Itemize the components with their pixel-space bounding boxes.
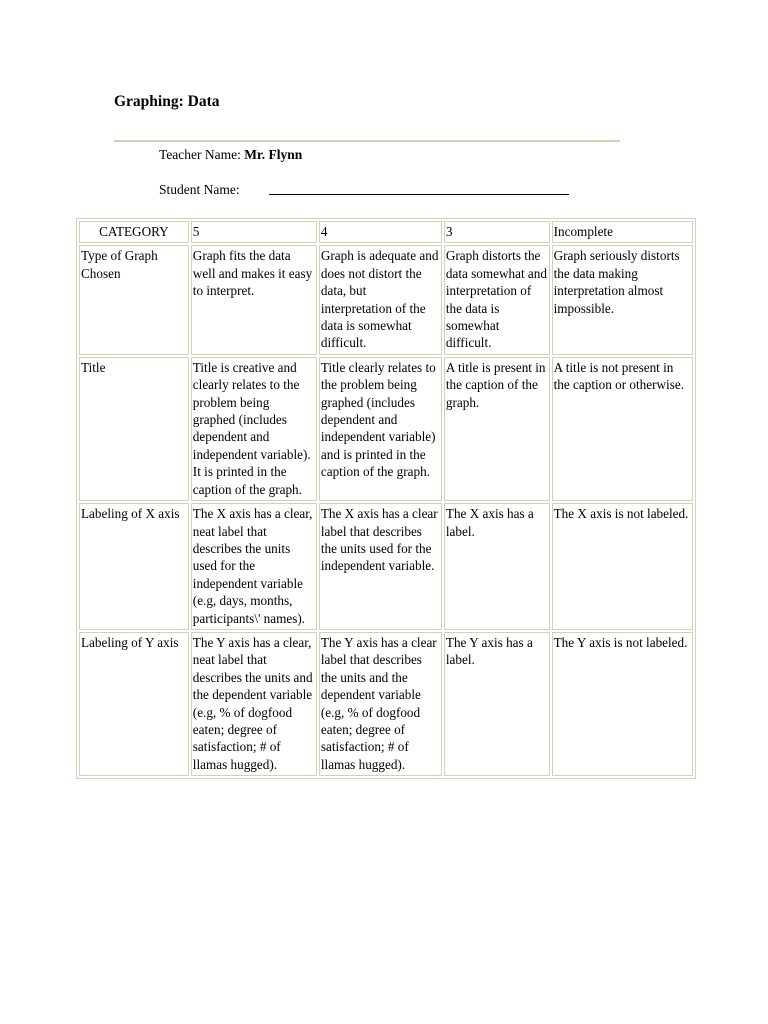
row-cell-score-5: The Y axis has a clear, neat label that describes the units and the dependent variable (e.g, % of dogfood eaten; degree of satisfaction; # of llamas hugged). — [191, 632, 317, 776]
row-cell-incomplete: A title is not present in the caption or otherwise. — [552, 357, 693, 501]
table-row — [79, 245, 693, 354]
page-title: Graphing: Data — [114, 93, 220, 110]
row-cell-score-3: The Y axis has a label. — [444, 632, 550, 776]
row-cell-score-5: Graph fits the data well and makes it easy to interpret. — [191, 245, 317, 354]
row-cell-incomplete: The X axis is not labeled. — [552, 503, 693, 630]
teacher-name-label: Teacher Name: — [159, 147, 245, 162]
row-cell-incomplete: Graph seriously distorts the data making interpretation almost impossible. — [552, 245, 693, 354]
row-cell-score-3: The X axis has a label. — [444, 503, 550, 630]
row-cell-score-4: The Y axis has a clear label that describes the units and the dependent variable (e.g, % of dogfood eaten; degree of satisfaction; # of llamas hugged). — [319, 632, 442, 776]
row-category: Type of Graph Chosen — [79, 245, 189, 354]
row-cell-score-5: Title is creative and clearly relates to the problem being graphed (includes dependent and independent variable). It is printed in the caption of the graph. — [191, 357, 317, 501]
title-divider — [114, 140, 620, 142]
header-category: CATEGORY — [79, 221, 189, 243]
header-score-3: 3 — [444, 221, 550, 243]
row-cell-score-5: The X axis has a clear, neat label that describes the units used for the independent variable (e.g, days, months, participants\' names). — [191, 503, 317, 630]
row-cell-score-4: Graph is adequate and does not distort the data, but interpretation of the data is somewhat difficult. — [319, 245, 442, 354]
row-category: Labeling of X axis — [79, 503, 189, 630]
student-name-label: Student Name: — [159, 182, 240, 197]
row-cell-score-3: A title is present in the caption of the graph. — [444, 357, 550, 501]
header-incomplete: Incomplete — [552, 221, 693, 243]
header-score-4: 4 — [319, 221, 442, 243]
teacher-name-value: Mr. Flynn — [244, 147, 303, 162]
table-row — [79, 503, 693, 630]
row-category: Labeling of Y axis — [79, 632, 189, 776]
row-category: Title — [79, 357, 189, 501]
row-cell-incomplete: The Y axis is not labeled. — [552, 632, 693, 776]
rubric-table — [76, 218, 696, 779]
table-row — [79, 632, 693, 776]
student-name-line — [159, 182, 240, 198]
row-cell-score-4: Title clearly relates to the problem being graphed (includes dependent and independent variable) and is printed in the caption of the graph. — [319, 357, 442, 501]
student-name-blank — [269, 194, 569, 195]
row-cell-score-3: Graph distorts the data somewhat and interpretation of the data is somewhat difficult. — [444, 245, 550, 354]
table-row — [79, 357, 693, 501]
row-cell-score-4: The X axis has a clear label that describes the units used for the independent variable. — [319, 503, 442, 630]
rubric-header-row — [79, 221, 693, 243]
header-score-5: 5 — [191, 221, 317, 243]
teacher-name-line — [159, 147, 302, 163]
